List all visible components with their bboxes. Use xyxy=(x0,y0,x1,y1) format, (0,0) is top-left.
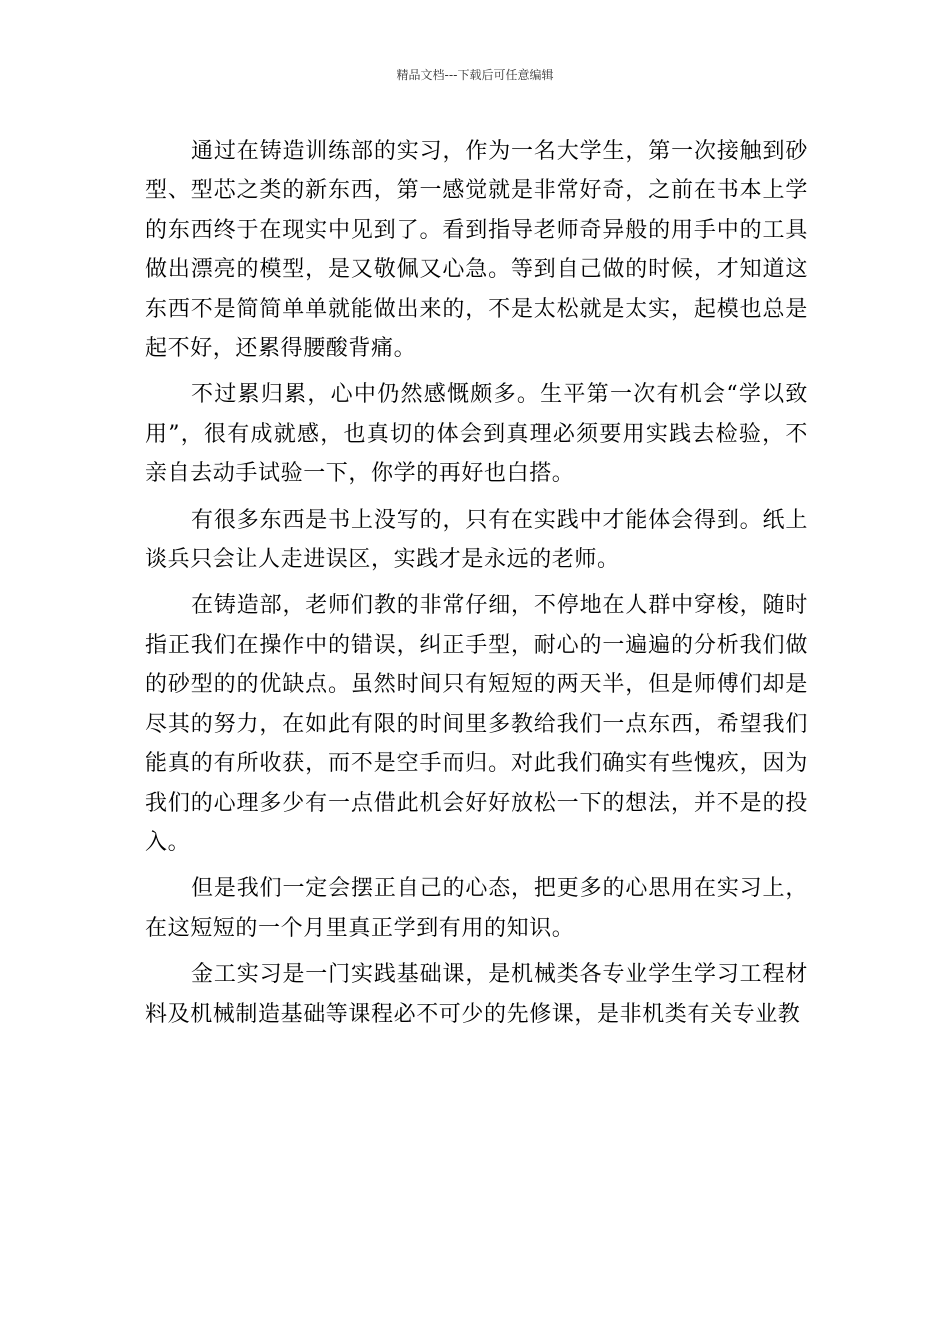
page-header: 精品文档---下载后可任意编辑 xyxy=(396,68,554,82)
paragraph-5: 但是我们一定会摆正自己的心态，把更多的心思用在实习上，在这短短的一个月里真正学到有用的知识。 xyxy=(145,876,808,941)
paragraph-4: 在铸造部，老师们教的非常仔细，不停地在人群中穿梭，随时指正我们在操作中的错误，纠正手型，耐心的一遍遍的分析我们做的砂型的的优缺点。虽然时间只有短短的两天半，但是师傅们却是尽其的努力，在如此有限的时间里多教给我们一点东西，希望我们能真的有所收获，而不是空手而归。对此我们确实有些愧疚，因为我们的心理多少有一点借此机会好好放松一下的想法，并不是的投入。 xyxy=(145,593,808,855)
paragraph-6: 金工实习是一门实践基础课，是机械类各专业学生学习工程材料及机械制造基础等课程必不可少的先修课，是非机类有关专业教 xyxy=(145,962,808,1027)
paragraph-1: 通过在铸造训练部的实习，作为一名大学生，第一次接触到砂型、型芯之类的新东西，第一感觉就是非常好奇，之前在书本上学的东西终于在现实中见到了。看到指导老师奇异般的用手中的工具做出漂亮的模型，是又敬佩又心急。等到自己做的时候，才知道这东西不是简简单单就能做出来的，不是太松就是太实，起模也总是起不好，还累得腰酸背痛。 xyxy=(145,139,808,362)
document-body xyxy=(145,132,808,1034)
paragraph-2: 不过累归累，心中仍然感慨颇多。生平第一次有机会“学以致用”，很有成就感，也真切的体会到真理必须要用实践去检验，不亲自去动手试验一下，你学的再好也白搭。 xyxy=(145,382,808,487)
paragraph-3: 有很多东西是书上没写的，只有在实践中才能体会得到。纸上谈兵只会让人走进误区，实践才是永远的老师。 xyxy=(145,507,808,573)
